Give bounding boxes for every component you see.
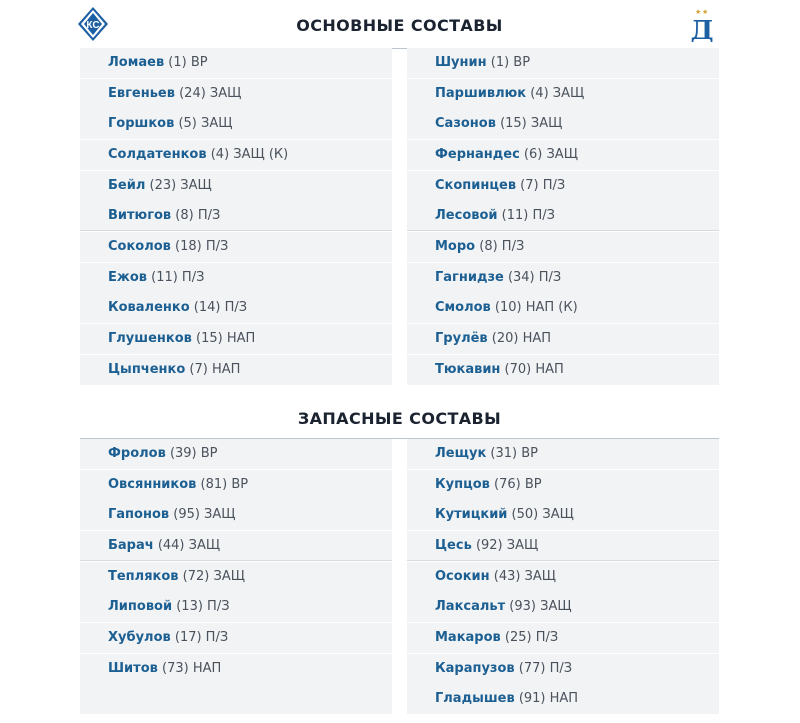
player-number-position: (73) НАП — [157, 660, 222, 676]
dynamo-logo-icon[interactable] — [685, 6, 719, 42]
player-number-position: (70) НАП — [500, 361, 564, 377]
player-row — [80, 48, 392, 78]
player-row — [407, 684, 719, 714]
player-number-position: (91) НАП — [514, 691, 579, 707]
player-name[interactable]: Цесь — [435, 537, 472, 553]
player-row — [407, 355, 719, 385]
player-name[interactable]: Моро — [435, 238, 476, 254]
player-number-position: (77) П/З — [514, 660, 573, 676]
player-row — [80, 592, 392, 622]
player-row — [80, 531, 392, 561]
player-row — [80, 500, 392, 530]
player-number-position: (43) ЗАЩ — [489, 568, 557, 584]
player-number-position: (10) НАП (К) — [490, 300, 578, 316]
player-number-position: (4) ЗАЩ (К) — [206, 146, 289, 162]
player-name[interactable]: Купцов — [435, 476, 490, 492]
player-number-position: (76) ВР — [489, 476, 542, 492]
player-row — [80, 324, 392, 354]
player-name[interactable]: Евгеньев — [108, 85, 175, 101]
player-number-position: (81) ВР — [196, 476, 249, 492]
player-row — [407, 439, 719, 469]
player-number-position: (25) П/З — [500, 629, 559, 645]
player-name[interactable]: Цыпченко — [108, 361, 186, 377]
away-substitutes — [407, 439, 719, 715]
player-row — [80, 355, 392, 385]
player-number-position: (92) ЗАЩ — [471, 537, 539, 553]
player-row — [407, 140, 719, 170]
player-name[interactable]: Ежов — [108, 269, 147, 285]
player-name[interactable]: Гапонов — [108, 507, 170, 523]
svg-text:КС: КС — [86, 20, 100, 31]
player-row — [407, 48, 719, 78]
main-lineups-title: ОСНОВНЫЕ СОСТАВЫ — [296, 16, 503, 35]
player-row — [80, 79, 392, 109]
player-number-position: (1) ВР — [164, 55, 208, 70]
player-row — [407, 623, 719, 653]
player-name[interactable]: Гладышев — [435, 691, 515, 707]
player-name[interactable]: Барач — [108, 537, 154, 553]
player-row — [407, 263, 719, 293]
player-row — [80, 439, 392, 469]
substitutes-header — [80, 390, 719, 439]
player-number-position: (5) ЗАЩ — [174, 116, 233, 132]
player-row — [407, 531, 719, 561]
player-row — [80, 232, 392, 262]
player-name[interactable]: Овсянников — [108, 476, 197, 492]
away-starting-lineup — [407, 48, 719, 385]
player-name[interactable]: Гагнидзе — [435, 269, 504, 285]
player-row — [407, 109, 719, 139]
player-name[interactable]: Тепляков — [108, 568, 179, 584]
player-row — [407, 592, 719, 622]
player-name[interactable]: Хубулов — [108, 629, 171, 645]
player-row — [80, 293, 392, 323]
main-lineups-header — [80, 0, 719, 49]
player-number-position: (4) ЗАЩ — [526, 85, 585, 101]
player-name[interactable]: Скопинцев — [435, 177, 517, 193]
player-number-position: (8) П/З — [475, 238, 525, 254]
player-name[interactable]: Глушенков — [108, 330, 192, 346]
player-name[interactable]: Кутицкий — [435, 507, 508, 523]
player-name[interactable]: Витюгов — [108, 208, 172, 224]
player-name[interactable]: Липовой — [108, 599, 173, 615]
svg-text:★: ★ — [695, 8, 702, 16]
substitutes-title: ЗАПАСНЫЕ СОСТАВЫ — [297, 409, 502, 428]
player-number-position: (18) П/З — [170, 238, 229, 254]
player-number-position: (20) НАП — [487, 330, 552, 346]
player-name[interactable]: Смолов — [435, 300, 491, 316]
player-number-position: (50) ЗАЩ — [507, 507, 574, 523]
player-row — [80, 623, 392, 653]
player-name[interactable]: Тюкавин — [435, 361, 501, 377]
player-row — [80, 654, 392, 684]
player-name[interactable]: Осокин — [435, 568, 490, 584]
player-row — [407, 171, 719, 201]
player-number-position: (17) П/З — [170, 629, 229, 645]
player-number-position: (72) ЗАЩ — [178, 568, 245, 584]
player-name[interactable]: Горшков — [108, 116, 175, 132]
player-number-position: (7) НАП — [185, 361, 241, 377]
player-name[interactable]: Коваленко — [108, 300, 190, 316]
player-row — [407, 562, 719, 592]
player-row — [407, 470, 719, 500]
player-name[interactable]: Соколов — [108, 238, 171, 254]
player-name[interactable]: Сазонов — [435, 116, 496, 132]
svg-text:Д: Д — [690, 16, 714, 42]
player-number-position: (31) ВР — [486, 446, 539, 461]
empty-row — [80, 684, 392, 714]
player-number-position: (39) ВР — [165, 446, 218, 461]
player-row — [407, 232, 719, 262]
player-name[interactable]: Шунин — [435, 55, 487, 70]
player-row — [80, 171, 392, 201]
player-row — [407, 79, 719, 109]
player-name[interactable]: Бейл — [108, 177, 146, 193]
player-number-position: (8) П/З — [171, 208, 221, 224]
player-number-position: (93) ЗАЩ — [505, 599, 572, 615]
home-substitutes — [80, 439, 392, 714]
player-name[interactable]: Лаксальт — [435, 599, 506, 615]
player-name[interactable]: Макаров — [435, 629, 501, 645]
player-row — [407, 293, 719, 323]
player-number-position: (23) ЗАЩ — [145, 177, 212, 193]
player-row — [80, 562, 392, 592]
player-name[interactable]: Фролов — [108, 446, 166, 461]
player-row — [80, 140, 392, 170]
player-number-position: (15) ЗАЩ — [495, 116, 563, 132]
player-row — [80, 263, 392, 293]
player-row — [80, 201, 392, 231]
player-row — [407, 324, 719, 354]
player-number-position: (6) ЗАЩ — [519, 146, 578, 162]
home-starting-lineup — [80, 48, 392, 385]
player-name[interactable]: Карапузов — [435, 660, 515, 676]
player-name[interactable]: Грулёв — [435, 330, 488, 346]
player-number-position: (14) П/З — [189, 300, 248, 316]
player-name[interactable]: Лесовой — [435, 208, 498, 224]
player-name[interactable]: Шитов — [108, 660, 158, 676]
player-number-position: (34) П/З — [503, 269, 562, 285]
player-name[interactable]: Ломаев — [108, 55, 165, 70]
player-number-position: (11) П/З — [146, 269, 205, 285]
player-number-position: (44) ЗАЩ — [153, 537, 221, 553]
player-row — [80, 470, 392, 500]
player-name[interactable]: Солдатенков — [108, 146, 207, 162]
player-row — [407, 654, 719, 684]
svg-text:★: ★ — [702, 8, 709, 16]
player-number-position: (24) ЗАЩ — [174, 85, 242, 101]
player-row — [407, 201, 719, 231]
player-row — [80, 109, 392, 139]
player-number-position: (7) П/З — [516, 177, 566, 193]
player-number-position: (95) ЗАЩ — [169, 507, 236, 523]
player-name[interactable]: Лещук — [435, 446, 487, 461]
player-number-position: (13) П/З — [172, 599, 230, 615]
player-row — [407, 500, 719, 530]
player-number-position: (11) П/З — [497, 208, 555, 224]
player-number-position: (15) НАП — [191, 330, 256, 346]
player-number-position: (1) ВР — [486, 55, 531, 70]
player-name[interactable]: Паршивлюк — [435, 85, 527, 101]
player-name[interactable]: Фернандес — [435, 146, 520, 162]
